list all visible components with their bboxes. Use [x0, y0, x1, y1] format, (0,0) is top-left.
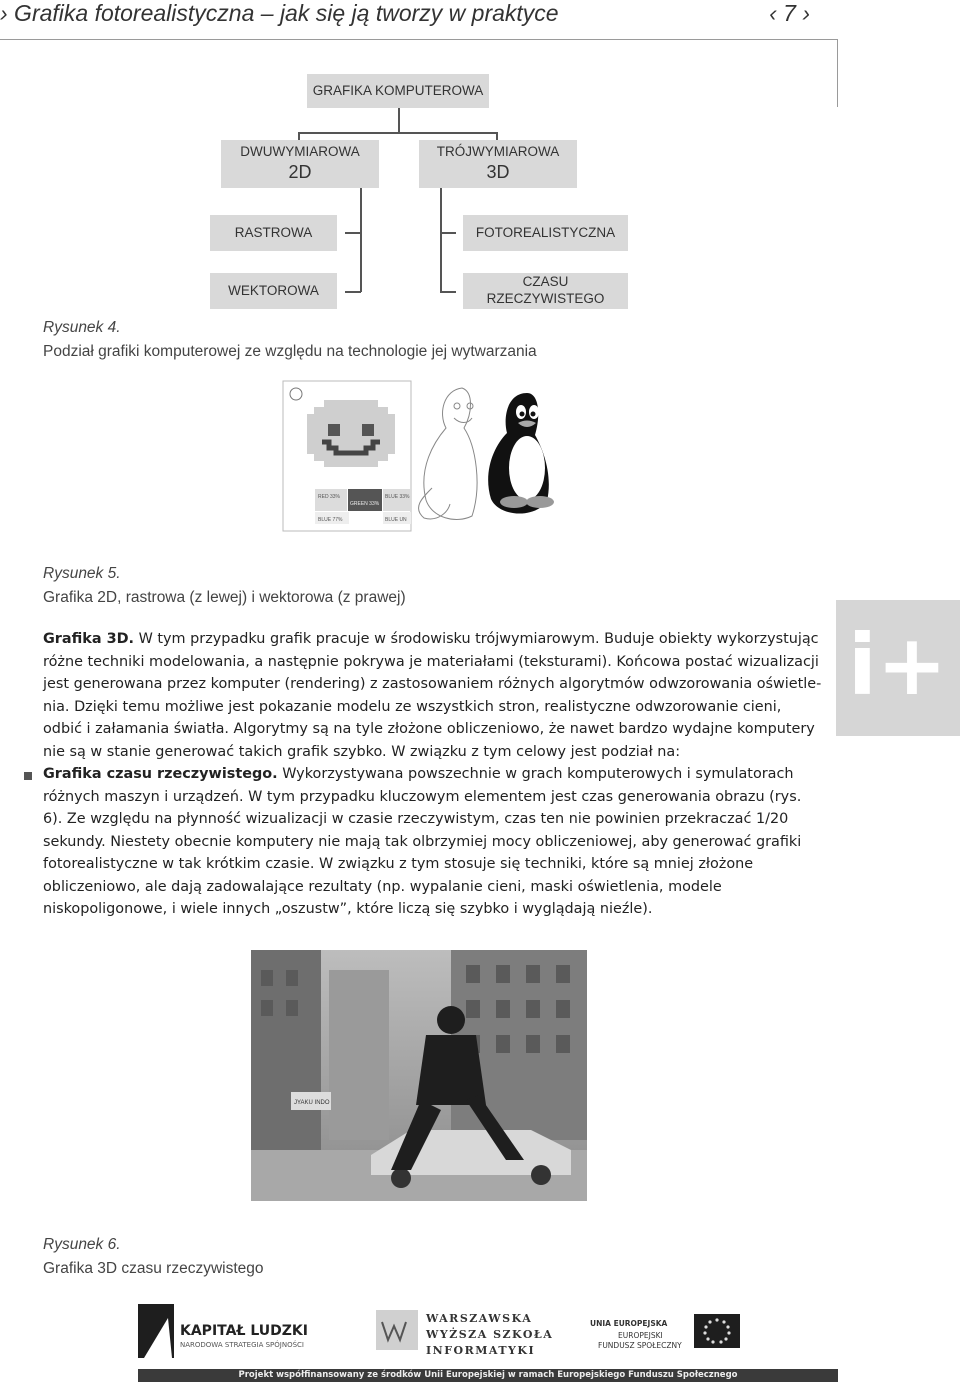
swatch-label-green: GREEN 33%	[350, 501, 380, 507]
wwsi-name-line-1: WARSZAWSKA	[426, 1312, 533, 1325]
connector	[345, 232, 361, 234]
figure-4-label: Rysunek 4.	[43, 319, 121, 336]
footer-logos-graphic	[138, 1300, 838, 1368]
diagram-vector-box: WEKTOROWA	[210, 273, 337, 309]
building-mid	[329, 970, 389, 1140]
figure-5-text: Grafika 2D, rastrowa (z lewej) i wektorowa (z prawej)	[43, 589, 406, 606]
swatch-blue	[383, 489, 411, 511]
footer-logos	[138, 1300, 838, 1368]
diagram-2d-box	[221, 140, 379, 188]
header-rule	[0, 39, 838, 40]
figure-6-graphic	[251, 950, 587, 1201]
connector	[345, 291, 361, 293]
diagram-realtime-box: CZASU RZECZYWISTEGO	[463, 273, 628, 309]
connector	[298, 132, 498, 134]
swatch-red	[315, 489, 347, 511]
kapital-ludzki-subtitle: NARODOWA STRATEGIA SPÓJNOŚCI	[180, 1341, 304, 1349]
swatch-label-blue-un: BLUE UN	[385, 517, 407, 523]
shop-sign-text: JYAKU INDO	[294, 1100, 330, 1106]
figure-6-caption	[43, 1233, 264, 1281]
swatch-label-red: RED 33%	[318, 494, 340, 500]
raster-smiley	[307, 400, 395, 467]
paragraph-3d-text: W tym przypadku grafik pracuje w środowisku trójwymiarowym. Buduje obiekty wykorzystując różne techniki modelowania, a następnie pokrywa je materiałami (teksturami). Końcowa postać wizualizacji jest generowana przez komputer (rendering) z zastosowaniem różnych algorytmów odwzorowania oświetle-nia. Dzięki temu możliwe jest pokazanie modelu ze wszystkich stron, realistyczne odwzorowanie cieni, odbić i załamania światła. Algorytmy są na tyle złożone obliczeniowo, że nawet bardzo wydajne komputery nie są w stanie generować takich grafik szybko. W związku z tym celowy jest podział na:	[43, 631, 822, 760]
diagram-3d-label: TRÓJWYMIAROWA	[436, 144, 560, 160]
wwsi-name-line-3: INFORMATYKI	[426, 1344, 536, 1357]
diagram-2d-sub: 2D	[288, 162, 312, 183]
paragraph-3d	[43, 628, 823, 763]
figure-4-caption	[43, 316, 537, 364]
swatch-label-blue: BLUE 33%	[385, 494, 410, 500]
connector	[440, 291, 456, 293]
wwsi-logo-mark	[376, 1310, 418, 1350]
header-vertical-rule	[837, 39, 838, 107]
page-number: ‹ 7 ›	[769, 0, 810, 26]
swatch-label-blue-77: BLUE 77%	[318, 517, 343, 523]
vector-penguin	[488, 393, 554, 514]
funding-statement: Projekt współfinansowany ze środków Unii Europejskiej w ramach Europejskiego Funduszu Społecznego	[138, 1369, 838, 1382]
connector	[440, 232, 456, 234]
diagram-3d-sub: 3D	[486, 162, 510, 183]
bullet-marker	[24, 772, 32, 780]
paragraph-realtime	[43, 763, 823, 921]
running-header-title: › Grafika fotorealistyczna – jak się ją tworzy w praktyce	[0, 0, 559, 26]
figure-4-text: Podział grafiki komputerowej ze względu na technologie jej wytwarzania	[43, 343, 537, 360]
diagram-root-box: GRAFIKA KOMPUTEROWA	[307, 74, 489, 108]
connector	[440, 188, 442, 292]
paragraph-realtime-text: Wykorzystywana powszechnie w grach komputerowych i symulatorach różnych maszyn i urządzeń. W tym przypadku kluczowym elementem jest czas generowania obrazu (rys. 6). Ze względu na płynność wizualizacji w czasie rzeczywistym, czas ten nie powinien przekraczać 1/20 sekundy. Niestety obecnie komputery nie mają tak olbrzymiej mocy obliczeniowej, aby generować grafiki fotorealistyczne w tak krótkim czasie. W związku z tym stosuje się techniki, które są mniej złożone obliczeniowo, ale dają zadowalające rezultaty (np. wypalanie cieni, maski oświetlenia, modele niskopoligonowe, i wiele innych „oszustw”, które liczą się szybko i wyglądają nieźle).	[43, 766, 802, 917]
figure-5-caption	[43, 562, 406, 610]
vector-penguin-sketch	[419, 388, 478, 519]
diagram-raster-box: RASTROWA	[210, 215, 337, 251]
car-wheel	[391, 1168, 411, 1188]
diagram-photoreal-box: FOTOREALISTYCZNA	[463, 215, 628, 251]
figure-6-text: Grafika 3D czasu rzeczywistego	[43, 1260, 264, 1277]
eu-label-2: EUROPEJSKI	[618, 1331, 663, 1340]
swatch-green	[348, 489, 382, 511]
car-wheel	[531, 1165, 551, 1185]
eu-label-1: UNIA EUROPEJSKA	[590, 1319, 668, 1328]
raster-eye-right	[362, 424, 374, 436]
eu-label-3: FUNDUSZ SPOŁECZNY	[598, 1341, 682, 1350]
kapital-ludzki-title: KAPITAŁ LUDZKI	[180, 1323, 308, 1339]
wwsi-name-line-2: WYŻSZA SZKOŁA	[426, 1328, 554, 1341]
diagram-2d-label: DWUWYMIAROWA	[240, 144, 360, 160]
term-3d: Grafika 3D.	[43, 631, 135, 647]
figure-6-label: Rysunek 6.	[43, 1236, 121, 1253]
connector	[360, 188, 362, 292]
raster-eye-left	[328, 424, 340, 436]
figure-5-graphic	[282, 378, 560, 533]
diagram-3d-box	[419, 140, 577, 188]
info-badge-text: i+	[848, 616, 948, 714]
figure-5-label: Rysunek 5.	[43, 565, 121, 582]
term-realtime: Grafika czasu rzeczywistego.	[43, 766, 278, 782]
connector	[398, 108, 400, 133]
figure-5-image	[282, 378, 560, 533]
figure-6-image	[251, 950, 587, 1201]
